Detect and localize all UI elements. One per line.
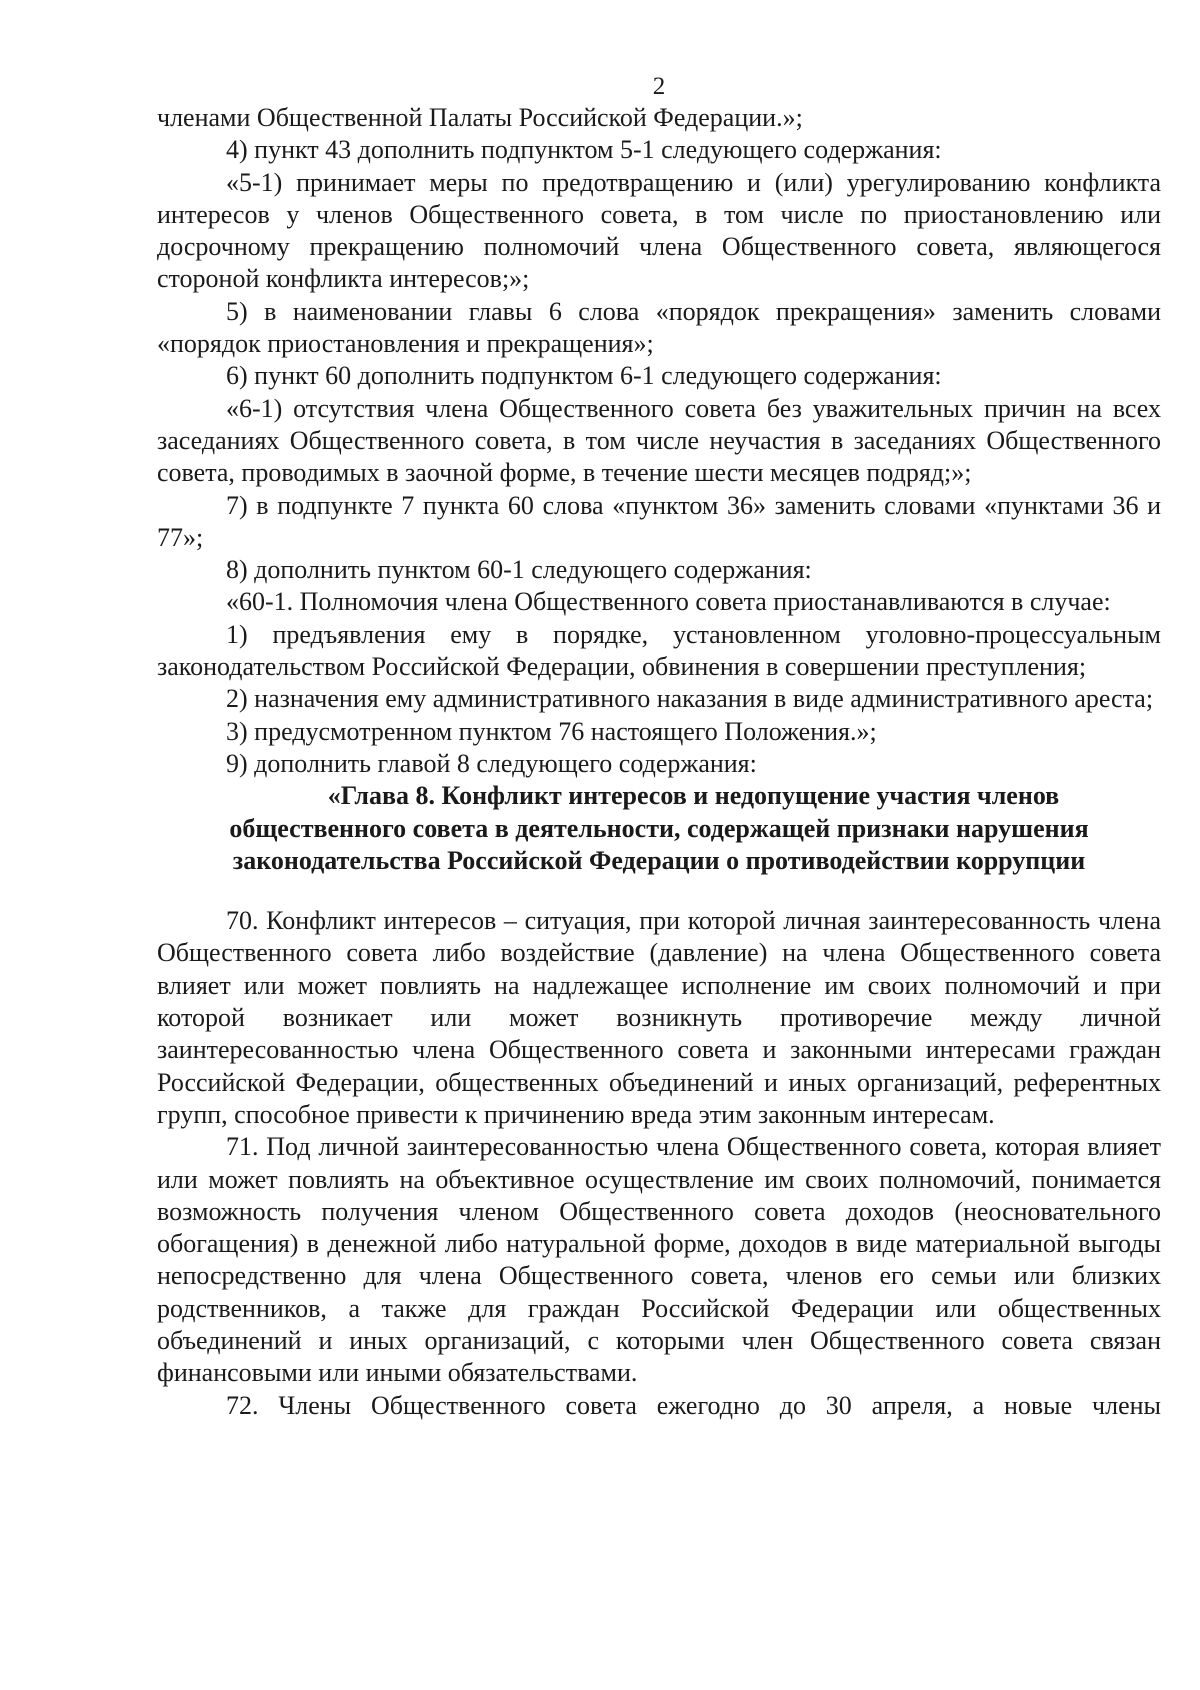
chapter-heading-line: общественного совета в деятельности, содержащей признаки нарушения <box>229 813 1089 843</box>
page-number: 2 <box>652 73 666 100</box>
paragraph: 1) предъявления ему в порядке, установленном уголовно-процессуальным законодательством Российской Федерации, обвинения в совершении преступления; <box>157 619 1161 682</box>
paragraph: 5) в наименовании главы 6 слова «порядок прекращения» заменить словами «порядок приостановления и прекращения»; <box>157 296 1161 359</box>
paragraph: «60-1. Полномочия члена Общественного совета приостанавливаются в случае: <box>226 587 1111 617</box>
paragraph: 9) дополнить главой 8 следующего содержания: <box>226 748 757 778</box>
paragraph: 4) пункт 43 дополнить подпунктом 5-1 следующего содержания: <box>226 135 942 165</box>
paragraph: 72. Члены Общественного совета ежегодно до 30 апреля, а новые члены <box>226 1390 1161 1420</box>
paragraph: 71. Под личной заинтересованностью члена Общественного совета, которая влияет или может повлиять на объективное осуществление им своих полномочий, понимается возможность получения членом Общественного совета доходов (неосновательного обогащения) в денежной либо натуральной форме, доходов в виде материальной выгоды непосредственно для члена Общественного совета, членов его семьи или близких родственников, а также для граждан Российской Федерации или общественных объединений и иных организаций, с которыми член Общественного совета связан финансовыми или иными обязательствами. <box>157 1132 1161 1388</box>
document-page <box>157 72 1161 1422</box>
chapter-heading <box>157 780 1161 877</box>
paragraph: 70. Конфликт интересов – ситуация, при которой личная заинтересованность члена Общественного совета либо воздействие (давление) на члена Общественного совета влияет или может повлиять на надлежащее исполнение им своих полномочий и при которой возникает или может возникнуть противоречие между личной заинтересованностью члена Общественного совета и законными интересами граждан Российской Федерации, общественных объединений и иных организаций, референтных групп, способное привести к причинению вреда этим законным интересам. <box>157 906 1161 1129</box>
paragraph: 3) предусмотренном пунктом 76 настоящего Положения.»; <box>226 716 877 746</box>
paragraphs-before <box>157 102 1161 780</box>
paragraph: членами Общественной Палаты Российской Федерации.»; <box>157 103 803 132</box>
paragraphs-after <box>157 905 1161 1422</box>
paragraph: 6) пункт 60 дополнить подпунктом 6-1 следующего содержания: <box>226 361 942 391</box>
paragraph: 2) назначения ему административного наказания в виде административного ареста; <box>226 684 1154 714</box>
paragraph: «5-1) принимает меры по предотвращению и (или) урегулированию конфликта интересов у членов Общественного совета, в том числе по приостановлению или досрочному прекращению полномочий члена Общественного совета, являющегося стороной конфликта интересов;»; <box>157 167 1161 294</box>
chapter-heading-line: законодательства Российской Федерации о противодействии коррупции <box>232 845 1086 875</box>
paragraph: «6-1) отсутствия члена Общественного совета без уважительных причин на всех заседаниях Общественного совета, в том числе неучастия в заседаниях Общественного совета, проводимых в заочной форме, в течение шести месяцев подряд;»; <box>157 393 1161 488</box>
paragraph: 8) дополнить пунктом 60-1 следующего содержания: <box>226 555 812 585</box>
chapter-heading-line: «Глава 8. Конфликт интересов и недопущение участия членов <box>327 781 1060 811</box>
paragraph: 7) в подпункте 7 пункта 60 слова «пунктом 36» заменить словами «пунктами 36 и 77»; <box>157 490 1161 552</box>
